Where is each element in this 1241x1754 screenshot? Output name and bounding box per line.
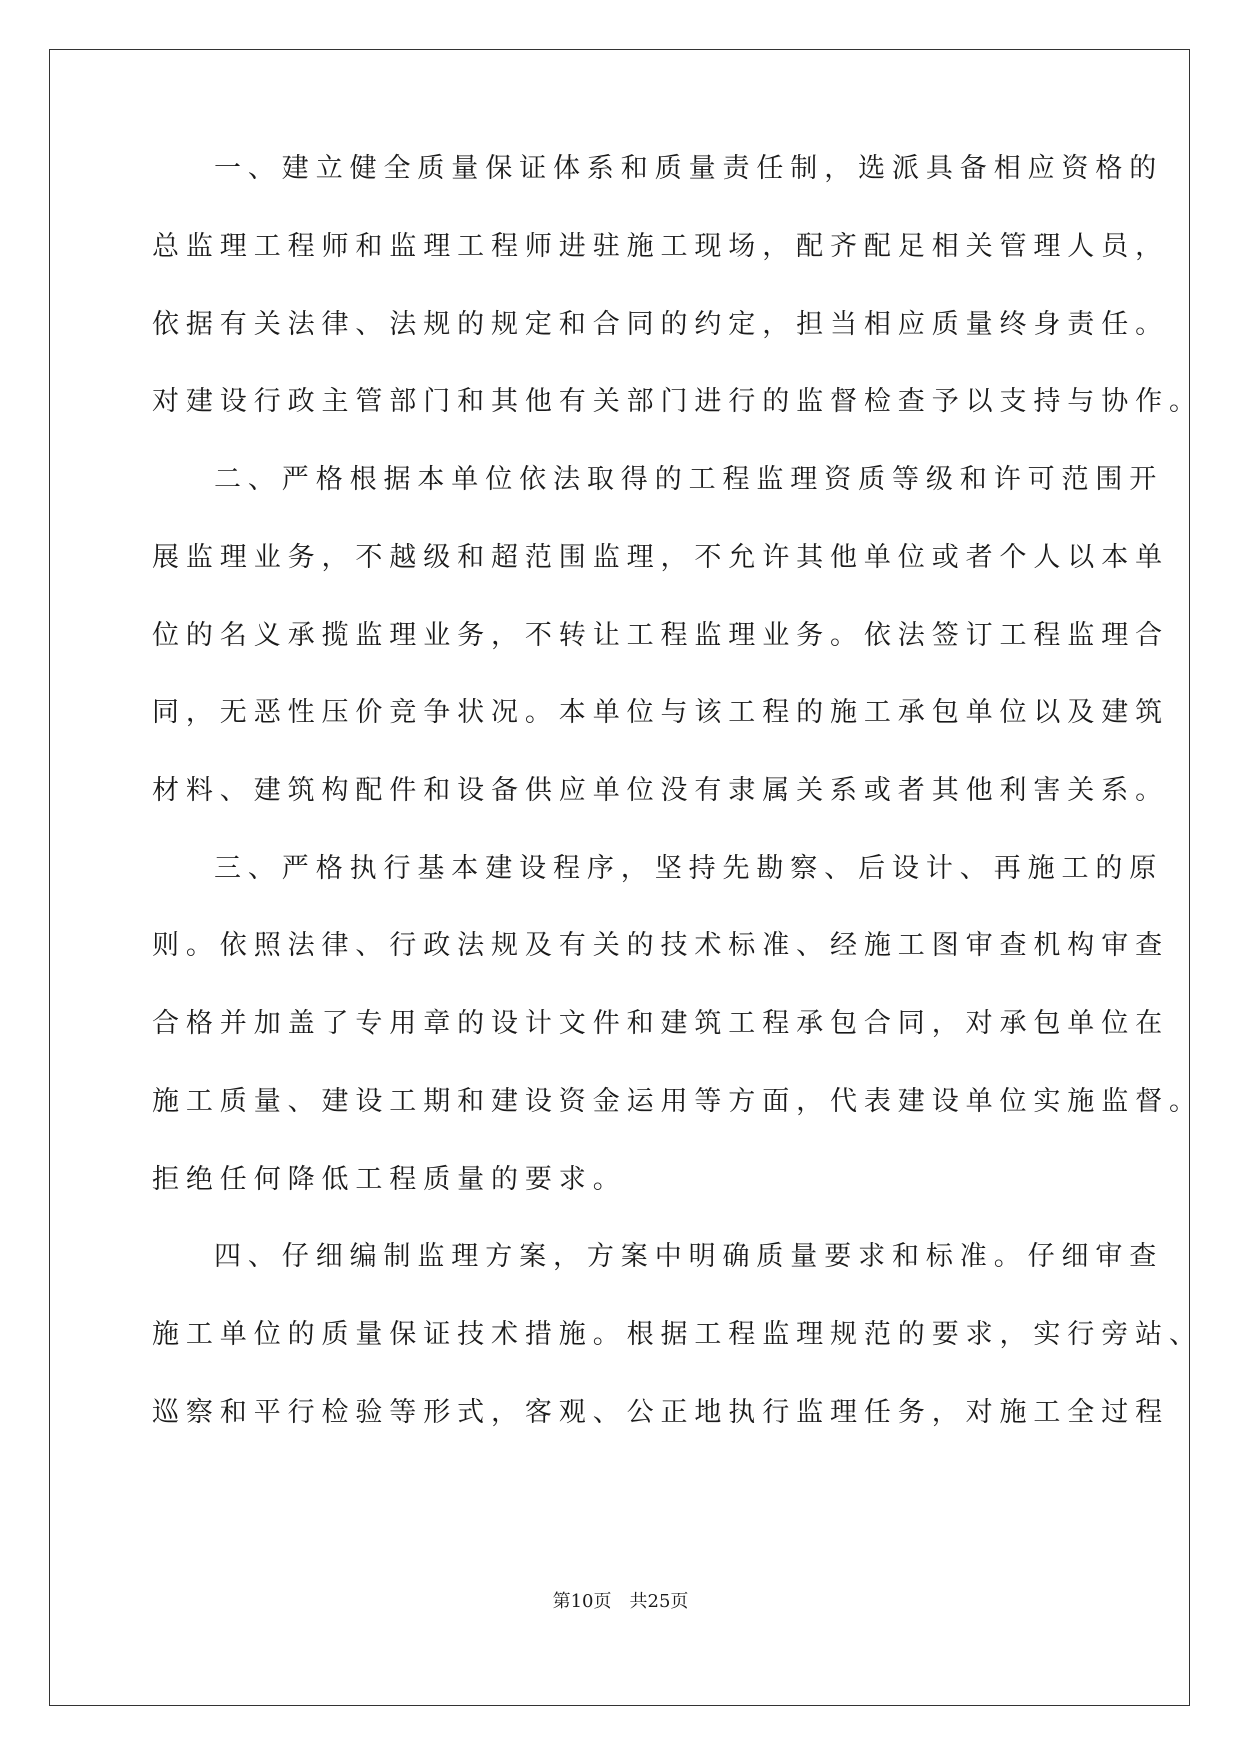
paragraph-3-line-5: 拒绝任何降低工程质量的要求。 (152, 1164, 627, 1195)
paragraph-2-line-3: 位的名义承揽监理业务，不转让工程监理业务。依法签订工程监理合 (152, 620, 1169, 651)
paragraph-3-line-4: 施工质量、建设工期和建设资金运用等方面，代表建设单位实施监督。 (152, 1086, 1203, 1117)
paragraph-4-line-1: 四、仔细编制监理方案，方案中明确质量要求和标准。仔细审查 (214, 1241, 1164, 1272)
page-footer (0, 1590, 1241, 1614)
paragraph-1-line-2: 总监理工程师和监理工程师进驻施工现场，配齐配足相关管理人员， (152, 231, 1169, 262)
paragraph-2-line-1: 二、严格根据本单位依法取得的工程监理资质等级和许可范围开 (214, 464, 1164, 495)
paragraph-3-line-3: 合格并加盖了专用章的设计文件和建筑工程承包合同，对承包单位在 (152, 1008, 1169, 1039)
paragraph-3-line-2: 则。依照法律、行政法规及有关的技术标准、经施工图审查机构审查 (152, 930, 1169, 961)
paragraph-4-line-2: 施工单位的质量保证技术措施。根据工程监理规范的要求，实行旁站、 (152, 1319, 1203, 1350)
paragraph-4-line-3: 巡察和平行检验等形式，客观、公正地执行监理任务，对施工全过程 (152, 1397, 1169, 1428)
paragraph-1-line-3: 依据有关法律、法规的规定和合同的约定，担当相应质量终身责任。 (152, 309, 1169, 340)
paragraph-1-line-1: 一、建立健全质量保证体系和质量责任制，选派具备相应资格的 (214, 153, 1164, 184)
total-pages: 共25页 (629, 1591, 689, 1612)
paragraph-2-line-4: 同，无恶性压价竞争状况。本单位与该工程的施工承包单位以及建筑 (152, 697, 1169, 728)
paragraph-1-line-4: 对建设行政主管部门和其他有关部门进行的监督检查予以支持与协作。 (152, 386, 1203, 417)
paragraph-2-line-5: 材料、建筑构配件和设备供应单位没有隶属关系或者其他利害关系。 (152, 775, 1169, 806)
paragraph-2-line-2: 展监理业务，不越级和超范围监理，不允许其他单位或者个人以本单 (152, 542, 1169, 573)
paragraph-3-line-1: 三、严格执行基本建设程序，坚持先勘察、后设计、再施工的原 (214, 853, 1164, 884)
current-page-number: 第10页 (552, 1591, 612, 1612)
